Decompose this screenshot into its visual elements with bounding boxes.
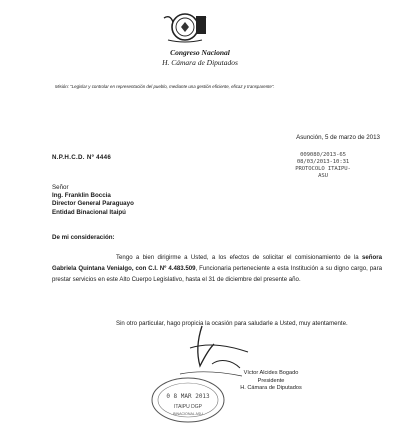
- signer-block: [226, 370, 316, 393]
- body-paragraph-1: [52, 252, 382, 286]
- protocol-stamp-line2: 08/03/2013-10:31: [296, 159, 350, 165]
- received-stamp-org: ITAIPU DGP: [174, 404, 202, 410]
- protocol-stamp-line3: PROTOCOLO ITAIPU-: [295, 166, 351, 172]
- reference-number: N.P.H.C.D. Nº 4446: [52, 154, 112, 161]
- received-stamp-date: 0 8 MAR 2013: [166, 393, 210, 400]
- body-p1-bold: señora Gabriela Quintana Venialgo, con C.I. Nº 4.483.509: [52, 254, 382, 273]
- letterhead-congress: Congreso Nacional: [170, 48, 230, 57]
- recipient-salutation: Señor: [52, 184, 69, 191]
- signer-role: Presidente: [257, 377, 285, 384]
- received-stamp: [148, 376, 228, 424]
- recipient-block: [52, 184, 134, 217]
- recipient-title: Director General Paraguayo: [52, 200, 134, 208]
- mission-statement: Misión: "Legislar y controlar en representación del pueblo, mediante una gestión eficiente, eficaz y transparente".: [55, 84, 275, 89]
- greeting: De mi consideración:: [52, 234, 115, 241]
- received-stamp-sub: BINACIONAL ASU: [173, 412, 203, 416]
- recipient-org: Entidad Binacional Itaipú: [52, 208, 126, 216]
- letter-date: Asunción, 5 de marzo de 2013: [296, 134, 380, 141]
- body-p1-c: , Funcionaria perteneciente a esta Institución a su digno cargo, para prestar servicios en este Alto Cuerpo Legislativo, hasta el 31 de diciembre del presente año.: [52, 265, 382, 284]
- signer-name: Víctor Alcides Bogado: [243, 370, 299, 376]
- protocol-stamp-line1: 009080/2013-65: [300, 152, 346, 158]
- body-p2-text: Sin otro particular, hago propicia la ocasión para saludarle a Usted, muy atentamente.: [116, 320, 348, 327]
- recipient-name: Ing. Franklin Boccia: [52, 192, 111, 200]
- protocol-stamp-line4: ASU: [318, 173, 328, 179]
- signer-chamber: H. Cámara de Diputados: [240, 385, 302, 391]
- protocol-stamp: [268, 152, 378, 180]
- congress-seal-icon: [160, 10, 210, 44]
- letterhead-chamber: H. Cámara de Diputados: [162, 58, 238, 67]
- body-p1-a: Tengo a bien dirigirme a Usted, a los efectos de solicitar el comisionamiento de la: [116, 254, 363, 261]
